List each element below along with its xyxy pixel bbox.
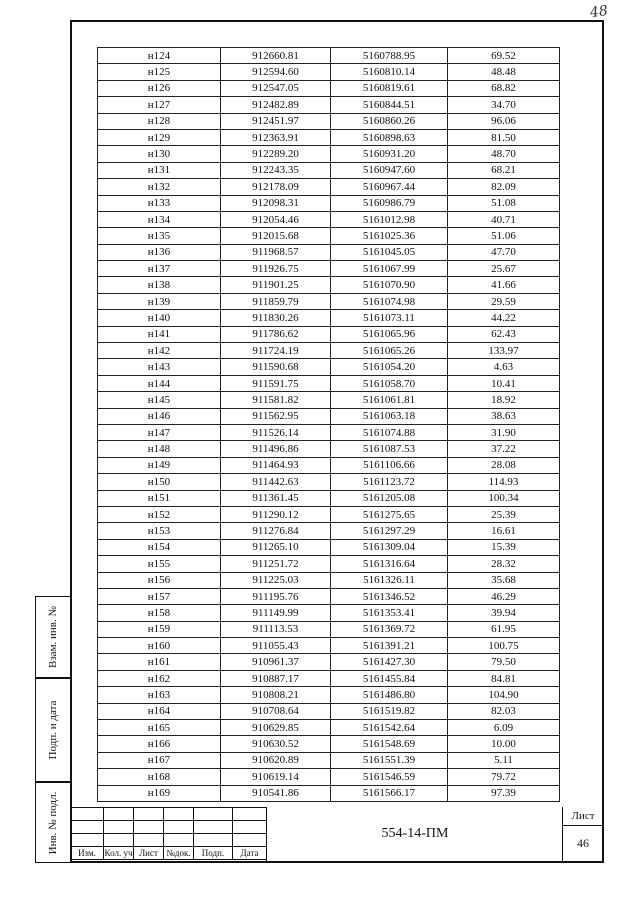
table-row xyxy=(98,457,560,473)
x-coordinate-cell: 911055.43 xyxy=(221,638,331,654)
point-id-cell: н152 xyxy=(98,506,221,522)
y-coordinate-cell: 5160967.44 xyxy=(331,179,448,195)
distance-cell: 18.92 xyxy=(448,392,560,408)
col-list: Лист xyxy=(134,847,164,860)
y-coordinate-cell: 5161106.66 xyxy=(331,457,448,473)
y-coordinate-cell: 5161012.98 xyxy=(331,211,448,227)
table-row xyxy=(98,129,560,145)
x-coordinate-cell: 911265.10 xyxy=(221,539,331,555)
y-coordinate-cell: 5161025.36 xyxy=(331,228,448,244)
table-row xyxy=(98,244,560,260)
table-row xyxy=(98,261,560,277)
point-id-cell: н128 xyxy=(98,113,221,129)
x-coordinate-cell: 911724.19 xyxy=(221,343,331,359)
table-row xyxy=(98,408,560,424)
point-id-cell: н149 xyxy=(98,457,221,473)
x-coordinate-cell: 911786.62 xyxy=(221,326,331,342)
title-block-row xyxy=(71,834,267,847)
point-id-cell: н155 xyxy=(98,556,221,572)
y-coordinate-cell: 5161566.17 xyxy=(331,785,448,801)
table-row xyxy=(98,310,560,326)
sheet-label: Лист xyxy=(563,807,603,826)
table-row xyxy=(98,211,560,227)
distance-cell: 68.82 xyxy=(448,80,560,96)
x-coordinate-cell: 911591.75 xyxy=(221,375,331,391)
y-coordinate-cell: 5161074.88 xyxy=(331,424,448,440)
x-coordinate-cell: 911830.26 xyxy=(221,310,331,326)
point-id-cell: н127 xyxy=(98,97,221,113)
table-row xyxy=(98,572,560,588)
side-box-inv-orig xyxy=(35,782,70,863)
x-coordinate-cell: 912482.89 xyxy=(221,97,331,113)
table-row xyxy=(98,474,560,490)
y-coordinate-cell: 5161316.64 xyxy=(331,556,448,572)
x-coordinate-cell: 910541.86 xyxy=(221,785,331,801)
distance-cell: 16.61 xyxy=(448,523,560,539)
point-id-cell: н166 xyxy=(98,736,221,752)
x-coordinate-cell: 911464.93 xyxy=(221,457,331,473)
y-coordinate-cell: 5160788.95 xyxy=(331,48,448,64)
title-block-header-row xyxy=(71,847,267,860)
point-id-cell: н130 xyxy=(98,146,221,162)
y-coordinate-cell: 5160819.61 xyxy=(331,80,448,96)
distance-cell: 51.08 xyxy=(448,195,560,211)
point-id-cell: н131 xyxy=(98,162,221,178)
point-id-cell: н145 xyxy=(98,392,221,408)
y-coordinate-cell: 5161070.90 xyxy=(331,277,448,293)
side-label-inv-orig: Инв. № подл. xyxy=(47,791,59,854)
distance-cell: 114.93 xyxy=(448,474,560,490)
x-coordinate-cell: 912178.09 xyxy=(221,179,331,195)
y-coordinate-cell: 5160931.20 xyxy=(331,146,448,162)
x-coordinate-cell: 911276.84 xyxy=(221,523,331,539)
table-row xyxy=(98,506,560,522)
point-id-cell: н169 xyxy=(98,785,221,801)
distance-cell: 47.70 xyxy=(448,244,560,260)
x-coordinate-cell: 911859.79 xyxy=(221,293,331,309)
y-coordinate-cell: 5161063.18 xyxy=(331,408,448,424)
table-row xyxy=(98,113,560,129)
sheet-number: 46 xyxy=(577,836,589,850)
distance-cell: 35.68 xyxy=(448,572,560,588)
point-id-cell: н153 xyxy=(98,523,221,539)
y-coordinate-cell: 5161058.70 xyxy=(331,375,448,391)
table-row xyxy=(98,162,560,178)
point-id-cell: н161 xyxy=(98,654,221,670)
y-coordinate-cell: 5161326.11 xyxy=(331,572,448,588)
table-row xyxy=(98,228,560,244)
table-row xyxy=(98,97,560,113)
x-coordinate-cell: 912098.31 xyxy=(221,195,331,211)
x-coordinate-cell: 911901.25 xyxy=(221,277,331,293)
table-row xyxy=(98,424,560,440)
title-block-row xyxy=(71,821,267,834)
distance-cell: 79.72 xyxy=(448,769,560,785)
y-coordinate-cell: 5161061.81 xyxy=(331,392,448,408)
coordinates-table-body xyxy=(98,48,560,802)
distance-cell: 82.09 xyxy=(448,179,560,195)
y-coordinate-cell: 5161546.59 xyxy=(331,769,448,785)
x-coordinate-cell: 912054.46 xyxy=(221,211,331,227)
distance-cell: 61.95 xyxy=(448,621,560,637)
point-id-cell: н160 xyxy=(98,638,221,654)
point-id-cell: н135 xyxy=(98,228,221,244)
side-box-replace-inv xyxy=(35,596,70,678)
side-box-sign-date xyxy=(35,678,70,782)
y-coordinate-cell: 5161427.30 xyxy=(331,654,448,670)
x-coordinate-cell: 910887.17 xyxy=(221,670,331,686)
x-coordinate-cell: 911590.68 xyxy=(221,359,331,375)
y-coordinate-cell: 5161073.11 xyxy=(331,310,448,326)
point-id-cell: н142 xyxy=(98,343,221,359)
table-row xyxy=(98,392,560,408)
distance-cell: 81.50 xyxy=(448,129,560,145)
y-coordinate-cell: 5161309.04 xyxy=(331,539,448,555)
x-coordinate-cell: 912363.91 xyxy=(221,129,331,145)
point-id-cell: н138 xyxy=(98,277,221,293)
distance-cell: 96.06 xyxy=(448,113,560,129)
x-coordinate-cell: 910961.37 xyxy=(221,654,331,670)
y-coordinate-cell: 5161205.08 xyxy=(331,490,448,506)
table-row xyxy=(98,720,560,736)
handwritten-page-mark: 48 xyxy=(588,2,609,22)
table-row xyxy=(98,48,560,64)
point-id-cell: н151 xyxy=(98,490,221,506)
distance-cell: 84.81 xyxy=(448,670,560,686)
point-id-cell: н125 xyxy=(98,64,221,80)
table-row xyxy=(98,556,560,572)
table-row xyxy=(98,769,560,785)
table-row xyxy=(98,277,560,293)
title-block xyxy=(70,807,604,863)
x-coordinate-cell: 911290.12 xyxy=(221,506,331,522)
distance-cell: 34.70 xyxy=(448,97,560,113)
y-coordinate-cell: 5161486.80 xyxy=(331,687,448,703)
y-coordinate-cell: 5161519.82 xyxy=(331,703,448,719)
x-coordinate-cell: 911113.53 xyxy=(221,621,331,637)
x-coordinate-cell: 912547.05 xyxy=(221,80,331,96)
point-id-cell: н159 xyxy=(98,621,221,637)
distance-cell: 29.59 xyxy=(448,293,560,309)
point-id-cell: н156 xyxy=(98,572,221,588)
x-coordinate-cell: 911149.99 xyxy=(221,605,331,621)
table-row xyxy=(98,539,560,555)
distance-cell: 10.00 xyxy=(448,736,560,752)
x-coordinate-cell: 910619.14 xyxy=(221,769,331,785)
point-id-cell: н147 xyxy=(98,424,221,440)
distance-cell: 15.39 xyxy=(448,539,560,555)
x-coordinate-cell: 911195.76 xyxy=(221,588,331,604)
distance-cell: 46.29 xyxy=(448,588,560,604)
x-coordinate-cell: 910708.64 xyxy=(221,703,331,719)
y-coordinate-cell: 5160860.26 xyxy=(331,113,448,129)
distance-cell: 79.50 xyxy=(448,654,560,670)
distance-cell: 100.34 xyxy=(448,490,560,506)
y-coordinate-cell: 5161551.39 xyxy=(331,752,448,768)
x-coordinate-cell: 911526.14 xyxy=(221,424,331,440)
table-row xyxy=(98,359,560,375)
distance-cell: 68.21 xyxy=(448,162,560,178)
table-row xyxy=(98,293,560,309)
distance-cell: 10.41 xyxy=(448,375,560,391)
table-row xyxy=(98,195,560,211)
distance-cell: 100.75 xyxy=(448,638,560,654)
point-id-cell: н129 xyxy=(98,129,221,145)
x-coordinate-cell: 911225.03 xyxy=(221,572,331,588)
distance-cell: 40.71 xyxy=(448,211,560,227)
x-coordinate-cell: 910629.85 xyxy=(221,720,331,736)
y-coordinate-cell: 5161346.52 xyxy=(331,588,448,604)
y-coordinate-cell: 5161297.29 xyxy=(331,523,448,539)
y-coordinate-cell: 5161353.41 xyxy=(331,605,448,621)
distance-cell: 69.52 xyxy=(448,48,560,64)
table-row xyxy=(98,146,560,162)
y-coordinate-cell: 5160947.60 xyxy=(331,162,448,178)
table-row xyxy=(98,490,560,506)
distance-cell: 41.66 xyxy=(448,277,560,293)
y-coordinate-cell: 5161369.72 xyxy=(331,621,448,637)
point-id-cell: н154 xyxy=(98,539,221,555)
y-coordinate-cell: 5161065.26 xyxy=(331,343,448,359)
point-id-cell: н141 xyxy=(98,326,221,342)
distance-cell: 48.48 xyxy=(448,64,560,80)
sheet-cell xyxy=(562,807,603,861)
point-id-cell: н163 xyxy=(98,687,221,703)
point-id-cell: н162 xyxy=(98,670,221,686)
y-coordinate-cell: 5160986.79 xyxy=(331,195,448,211)
y-coordinate-cell: 5161074.98 xyxy=(331,293,448,309)
point-id-cell: н157 xyxy=(98,588,221,604)
distance-cell: 62.43 xyxy=(448,326,560,342)
table-row xyxy=(98,179,560,195)
y-coordinate-cell: 5160898.63 xyxy=(331,129,448,145)
y-coordinate-cell: 5161548.69 xyxy=(331,736,448,752)
y-coordinate-cell: 5161045.05 xyxy=(331,244,448,260)
point-id-cell: н124 xyxy=(98,48,221,64)
table-row xyxy=(98,605,560,621)
table-row xyxy=(98,736,560,752)
table-row xyxy=(98,588,560,604)
distance-cell: 48.70 xyxy=(448,146,560,162)
point-id-cell: н167 xyxy=(98,752,221,768)
point-id-cell: н148 xyxy=(98,441,221,457)
point-id-cell: н132 xyxy=(98,179,221,195)
distance-cell: 25.39 xyxy=(448,506,560,522)
distance-cell: 39.94 xyxy=(448,605,560,621)
x-coordinate-cell: 912243.35 xyxy=(221,162,331,178)
x-coordinate-cell: 912289.20 xyxy=(221,146,331,162)
x-coordinate-cell: 911581.82 xyxy=(221,392,331,408)
x-coordinate-cell: 911496.86 xyxy=(221,441,331,457)
distance-cell: 5.11 xyxy=(448,752,560,768)
distance-cell: 28.08 xyxy=(448,457,560,473)
distance-cell: 31.90 xyxy=(448,424,560,440)
col-podp: Подп. xyxy=(194,847,233,860)
distance-cell: 37.22 xyxy=(448,441,560,457)
distance-cell: 44.22 xyxy=(448,310,560,326)
table-row xyxy=(98,343,560,359)
document-code: 554-14-ПМ xyxy=(266,807,563,861)
point-id-cell: н133 xyxy=(98,195,221,211)
table-row xyxy=(98,785,560,801)
point-id-cell: н134 xyxy=(98,211,221,227)
point-id-cell: н146 xyxy=(98,408,221,424)
title-block-grid xyxy=(70,807,267,860)
x-coordinate-cell: 910620.89 xyxy=(221,752,331,768)
y-coordinate-cell: 5161054.20 xyxy=(331,359,448,375)
table-row xyxy=(98,687,560,703)
point-id-cell: н158 xyxy=(98,605,221,621)
y-coordinate-cell: 5161087.53 xyxy=(331,441,448,457)
col-ndok: №док. xyxy=(164,847,194,860)
y-coordinate-cell: 5161275.65 xyxy=(331,506,448,522)
table-row xyxy=(98,638,560,654)
point-id-cell: н140 xyxy=(98,310,221,326)
x-coordinate-cell: 911361.45 xyxy=(221,490,331,506)
table-row xyxy=(98,375,560,391)
distance-cell: 6.09 xyxy=(448,720,560,736)
y-coordinate-cell: 5161067.99 xyxy=(331,261,448,277)
x-coordinate-cell: 912660.81 xyxy=(221,48,331,64)
table-row xyxy=(98,670,560,686)
table-row xyxy=(98,703,560,719)
table-row xyxy=(98,326,560,342)
y-coordinate-cell: 5160810.14 xyxy=(331,64,448,80)
x-coordinate-cell: 911968.57 xyxy=(221,244,331,260)
title-block-row xyxy=(71,808,267,821)
y-coordinate-cell: 5161455.84 xyxy=(331,670,448,686)
point-id-cell: н144 xyxy=(98,375,221,391)
distance-cell: 4.63 xyxy=(448,359,560,375)
table-row xyxy=(98,64,560,80)
x-coordinate-cell: 911562.95 xyxy=(221,408,331,424)
y-coordinate-cell: 5160844.51 xyxy=(331,97,448,113)
y-coordinate-cell: 5161391.21 xyxy=(331,638,448,654)
table-row xyxy=(98,523,560,539)
distance-cell: 28.32 xyxy=(448,556,560,572)
distance-cell: 38.63 xyxy=(448,408,560,424)
x-coordinate-cell: 912594.60 xyxy=(221,64,331,80)
distance-cell: 82.03 xyxy=(448,703,560,719)
side-label-sign-date: Подп. и дата xyxy=(47,700,59,760)
x-coordinate-cell: 912451.97 xyxy=(221,113,331,129)
table-row xyxy=(98,441,560,457)
x-coordinate-cell: 911926.75 xyxy=(221,261,331,277)
x-coordinate-cell: 912015.68 xyxy=(221,228,331,244)
x-coordinate-cell: 911251.72 xyxy=(221,556,331,572)
side-label-replace-inv: Взам. инв. № xyxy=(47,606,59,668)
point-id-cell: н137 xyxy=(98,261,221,277)
col-kol-uch: Кол. уч xyxy=(104,848,133,858)
table-row xyxy=(98,80,560,96)
x-coordinate-cell: 911442.63 xyxy=(221,474,331,490)
point-id-cell: н164 xyxy=(98,703,221,719)
x-coordinate-cell: 910808.21 xyxy=(221,687,331,703)
point-id-cell: н136 xyxy=(98,244,221,260)
table-row xyxy=(98,621,560,637)
distance-cell: 51.06 xyxy=(448,228,560,244)
col-izm: Изм. xyxy=(71,847,104,860)
coordinates-table xyxy=(97,47,560,802)
point-id-cell: н139 xyxy=(98,293,221,309)
point-id-cell: н126 xyxy=(98,80,221,96)
table-row xyxy=(98,752,560,768)
table-row xyxy=(98,654,560,670)
point-id-cell: н168 xyxy=(98,769,221,785)
col-data: Дата xyxy=(233,847,267,860)
y-coordinate-cell: 5161542.64 xyxy=(331,720,448,736)
distance-cell: 25.67 xyxy=(448,261,560,277)
distance-cell: 104.90 xyxy=(448,687,560,703)
point-id-cell: н143 xyxy=(98,359,221,375)
distance-cell: 97.39 xyxy=(448,785,560,801)
point-id-cell: н165 xyxy=(98,720,221,736)
y-coordinate-cell: 5161123.72 xyxy=(331,474,448,490)
x-coordinate-cell: 910630.52 xyxy=(221,736,331,752)
distance-cell: 133.97 xyxy=(448,343,560,359)
point-id-cell: н150 xyxy=(98,474,221,490)
y-coordinate-cell: 5161065.96 xyxy=(331,326,448,342)
